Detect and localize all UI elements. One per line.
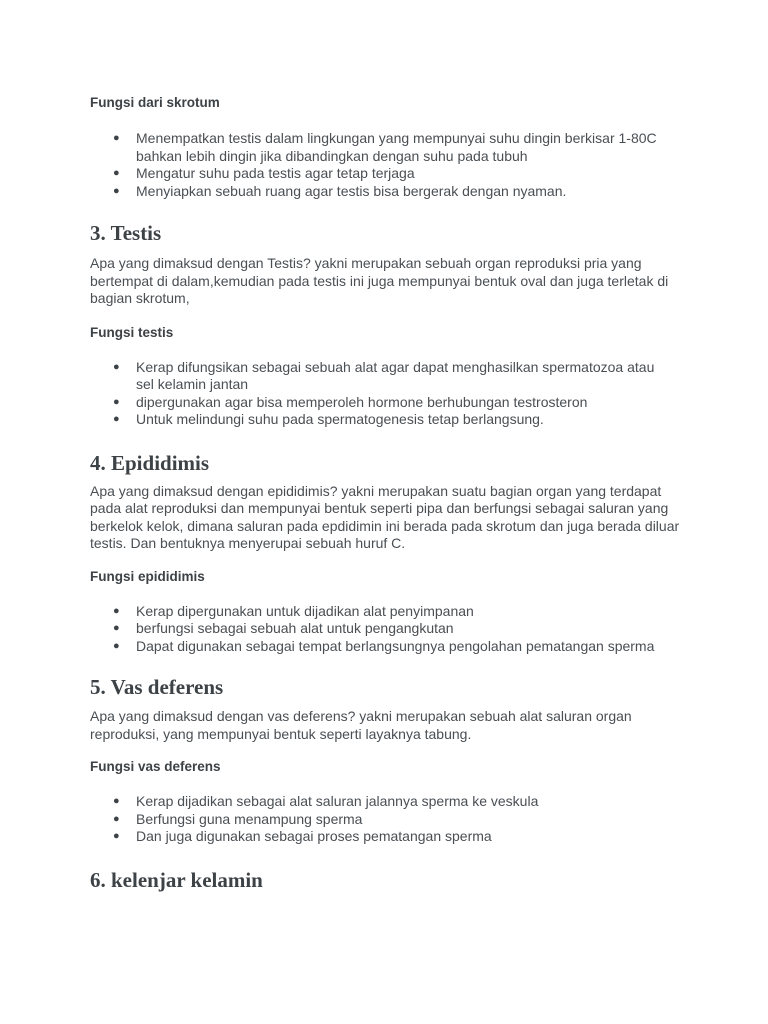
section-heading: 3. Testis: [90, 221, 162, 245]
list-item: ● dipergunakan agar bisa memperoleh hormone berhubungan testrosteron: [113, 393, 588, 410]
bullet-icon: ●: [113, 795, 120, 807]
section-skrotum-functions: [90, 94, 690, 112]
bullet-icon: ●: [113, 413, 120, 425]
section-vas-deferens-functions: [90, 758, 690, 776]
paragraph-text: Apa yang dimaksud dengan epididimis? yakni merupakan suatu bagian organ yang terdapat pada alat reproduksi dan mempunyai bentuk seperti pipa dan berfungsi sebagai saluran yang berkelok kelok, dimana saluran pada epdidimin ini berada pada skrotum dan juga berada diluar testis. Dan bentuknya menyerupai sebuah huruf C.: [90, 482, 680, 551]
list-item: ● Kerap difungsikan sebagai sebuah alat agar dapat menghasilkan spermatozoa atau sel kelamin jantan: [113, 358, 655, 392]
list-item: ● Untuk melindungi suhu pada spermatogenesis tetap berlangsung.: [113, 411, 544, 427]
section-heading: 5. Vas deferens: [90, 675, 224, 699]
section-testis: [90, 220, 690, 246]
bullet-list: [90, 130, 690, 200]
paragraph-text: Apa yang dimaksud dengan vas deferens? yakni merupakan sebuah alat saluran organ reproduksi, yang mempunyai bentuk seperti layaknya tabung.: [90, 708, 632, 742]
bullet-list: [90, 359, 690, 429]
list-item: ● Berfungsi guna menampung sperma: [113, 810, 363, 827]
section-epididimis-functions: [90, 568, 690, 586]
bullet-icon: ●: [113, 622, 120, 634]
list-item: ● Menempatkan testis dalam lingkungan yang mempunyai suhu dingin berkisar 1-80C bahkan lebih dingin jika dibandingkan dengan suhu pada tubuh: [113, 130, 657, 164]
section-heading: 4. Epididimis: [90, 450, 210, 475]
bullet-icon: ●: [113, 639, 120, 652]
section-epididimis: [90, 450, 690, 476]
bullet-icon: ●: [113, 167, 120, 179]
list-item: ● Menyiapkan sebuah ruang agar testis bisa bergerak dengan nyaman.: [113, 182, 567, 199]
subheading: Fungsi epididimis: [90, 568, 205, 584]
subheading: Fungsi testis: [90, 324, 174, 340]
list-item: ● Kerap dipergunakan untuk dijadikan alat penyimpanan: [113, 602, 474, 619]
list-item: ● Kerap dijadikan sebagai alat saluran jalannya sperma ke veskula: [113, 793, 539, 809]
list-item: ● Dan juga digunakan sebagai proses pematangan sperma: [113, 828, 492, 844]
bullet-icon: ●: [113, 184, 120, 197]
bullet-list: [90, 603, 690, 656]
bullet-icon: ●: [113, 395, 120, 408]
list-item: ● Dapat digunakan sebagai tempat berlangsungnya pengolahan pematangan sperma: [113, 637, 655, 654]
section-vas-deferens: [90, 674, 690, 700]
bullet-icon: ●: [113, 360, 120, 373]
bullet-icon: ●: [113, 604, 120, 617]
section-kelenjar-kelamin: [90, 867, 690, 893]
subheading: Fungsi dari skrotum: [90, 95, 220, 110]
subheading: Fungsi vas deferens: [90, 759, 221, 774]
bullet-icon: ●: [113, 132, 120, 144]
bullet-icon: ●: [113, 830, 120, 842]
section-testis-functions: [90, 324, 690, 342]
section-heading: 6. kelenjar kelamin: [90, 867, 263, 892]
paragraph: [90, 708, 690, 743]
paragraph: [90, 483, 690, 553]
bullet-icon: ●: [113, 812, 120, 825]
bullet-list: [90, 793, 690, 846]
paragraph-text: Apa yang dimaksud dengan Testis? yakni merupakan sebuah organ reproduksi pria yang bertempat di dalam,kemudian pada testis ini juga mempunyai bentuk oval dan juga terletak di bagian skrotum,: [90, 255, 669, 306]
list-item: ● berfungsi sebagai sebuah alat untuk pengangkutan: [113, 620, 454, 636]
document-body: [90, 94, 690, 893]
list-item: ● Mengatur suhu pada testis agar tetap terjaga: [113, 165, 415, 181]
paragraph: [90, 255, 690, 308]
